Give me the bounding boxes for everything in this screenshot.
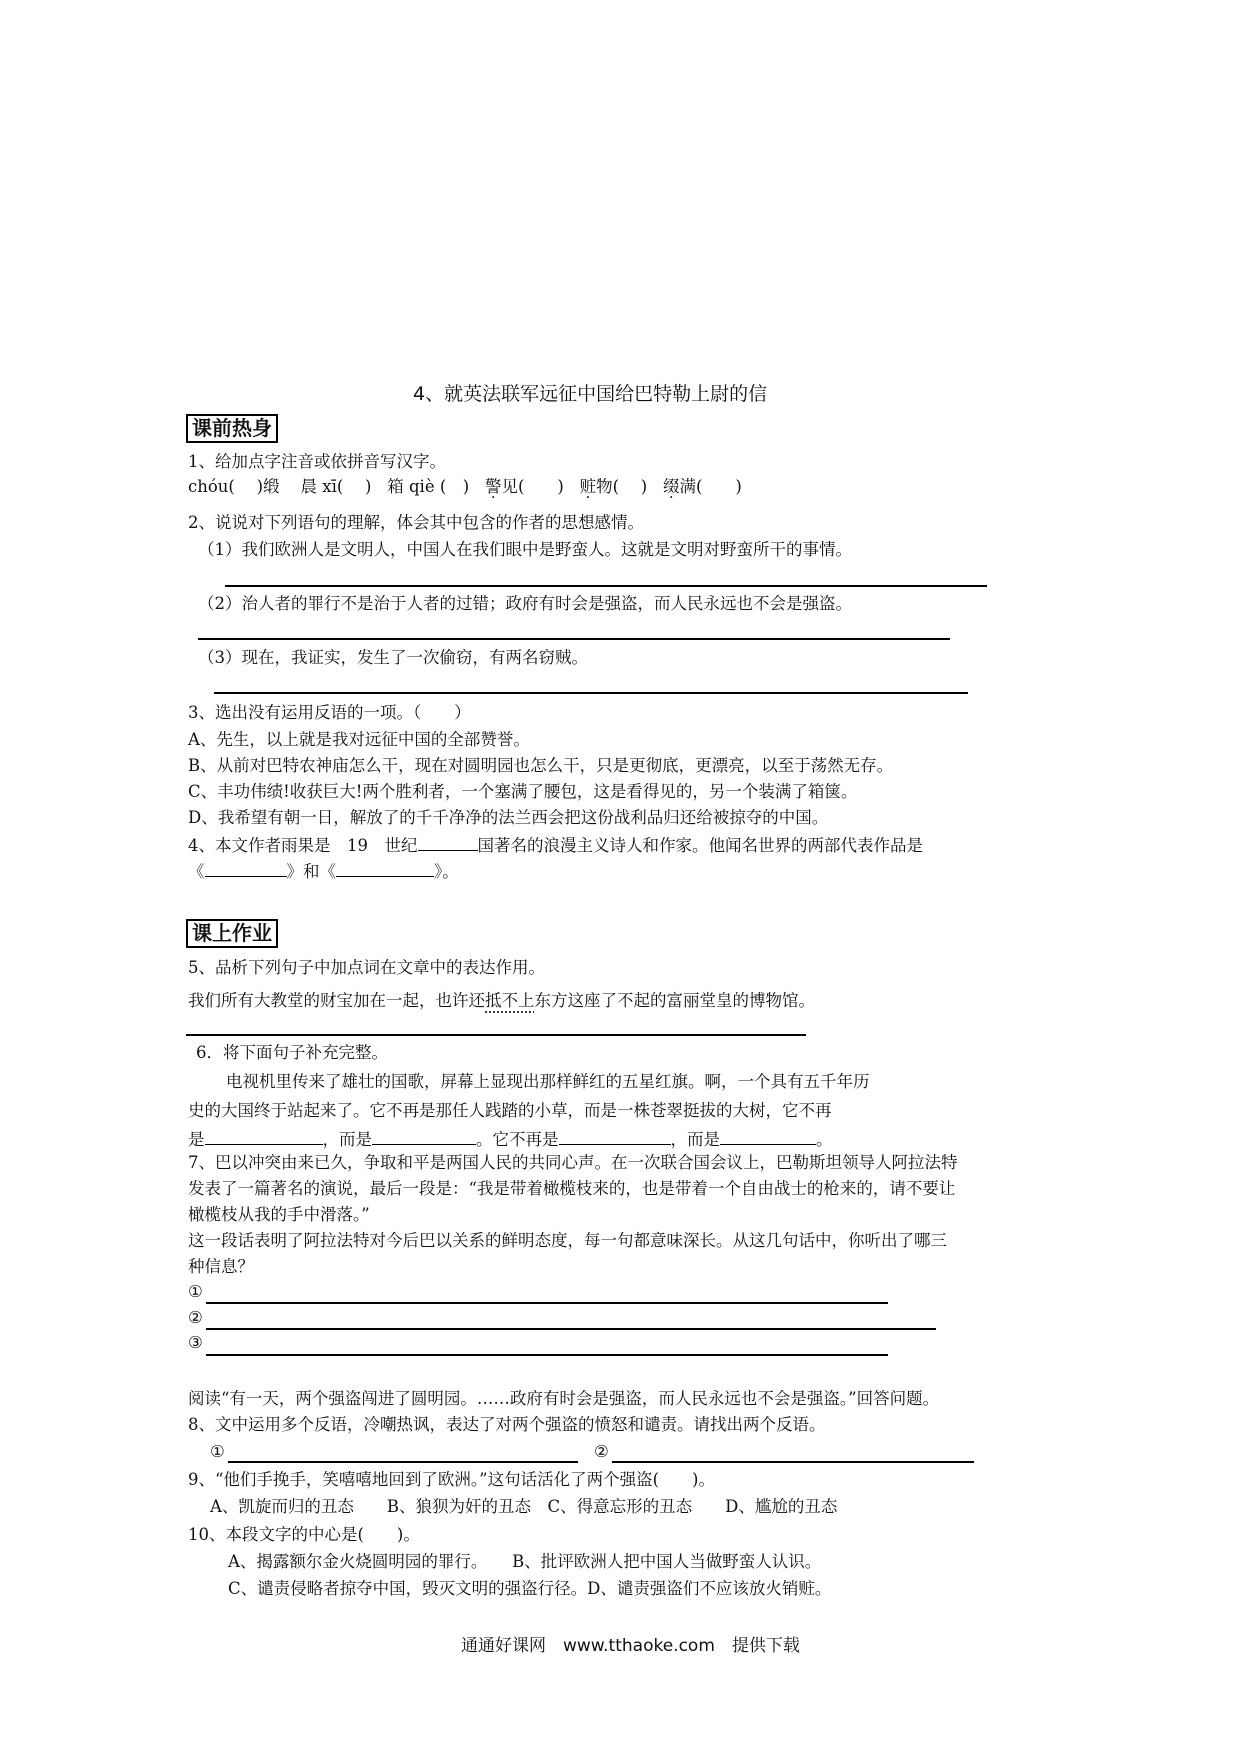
- q6-line-1: 电视机里传来了雄壮的国歌，屏幕上显现出那样鲜红的五星红旗。啊，一个具有五千年历: [226, 1072, 870, 1091]
- q9-stem: 9、“他们手挽手，笑嘻嘻地回到了欧洲。”这句话活化了两个强盗( )。: [188, 1470, 715, 1489]
- blank[interactable]: [559, 1130, 671, 1145]
- page-title: 4、就英法联军远征中国给巴特勒上尉的信: [413, 383, 768, 405]
- q1-stem: 1、给加点字注音或依拼音写汉字。: [188, 452, 446, 471]
- answer-line[interactable]: [206, 1354, 888, 1356]
- q2-sentence-2: （2）治人者的罪行不是治于人者的过错；政府有时会是强盗，而人民永远也不会是强盗。: [198, 594, 852, 613]
- blank[interactable]: [418, 836, 478, 851]
- q7-line-2: 发表了一篇著名的演说，最后一段是：“我是带着橄榄枝来的，也是带着一个自由战士的枪来的，请不要让: [188, 1179, 956, 1198]
- blank[interactable]: [205, 1130, 323, 1145]
- q8-marker-2: ②: [594, 1442, 609, 1461]
- q5-sentence: 我们所有大教堂的财宝加在一起，也许还抵不上东方这座了不起的富丽堂皇的博物馆。: [188, 991, 815, 1010]
- q2-stem: 2、说说对下列语句的理解，体会其中包含的作者的思想感情。: [188, 513, 644, 532]
- q7-line-5: 种信息？: [188, 1257, 254, 1276]
- answer-line[interactable]: [214, 692, 968, 694]
- section-heading-classwork: 课上作业: [186, 919, 278, 948]
- answer-line[interactable]: [228, 1461, 578, 1463]
- q8-marker-1: ①: [210, 1442, 225, 1461]
- blank[interactable]: [720, 1130, 816, 1145]
- q7-line-1: 7、巴以冲突由来已久，争取和平是两国人民的共同心声。在一次联合国会议上，巴勒斯坦领导人阿拉法特: [188, 1153, 958, 1172]
- section-heading-warmup: 课前热身: [186, 414, 278, 443]
- blank[interactable]: [205, 862, 287, 877]
- q7-line-4: 这一段话表明了阿拉法特对今后巴以关系的鲜明态度，每一句都意味深长。从这几句话中，你听出了哪三: [188, 1231, 947, 1250]
- q10-stem: 10、本段文字的中心是( )。: [188, 1525, 420, 1544]
- answer-line[interactable]: [198, 638, 950, 640]
- answer-line[interactable]: [206, 1328, 936, 1330]
- q4-line-2: 《 》和《 》。: [188, 862, 459, 881]
- q8-stem: 8、文中运用多个反语，冷嘲热讽，表达了对两个强盗的愤怒和谴责。请找出两个反语。: [188, 1415, 826, 1434]
- q6-line-2: 史的大国终于站起来了。它不再是那任人践踏的小草，而是一株苍翠挺拔的大树，它不再: [188, 1101, 832, 1120]
- q7-marker-1: ①: [188, 1282, 203, 1301]
- q3-option-d: D、我希望有朝一日，解放了的千千净净的法兰西会把这份战利品归还给被掠夺的中国。: [188, 808, 829, 827]
- q3-option-c: C、丰功伟绩!收获巨大!两个胜利者，一个塞满了腰包，这是看得见的，另一个装满了箱箧。: [188, 782, 858, 801]
- q3-stem: 3、选出没有运用反语的一项。（ ）: [188, 703, 471, 722]
- q3-option-b: B、从前对巴特农神庙怎么干，现在对圆明园也怎么干，只是更彻底，更漂亮，以至于荡然无存。: [188, 756, 894, 775]
- q7-marker-3: ③: [188, 1333, 203, 1352]
- q10-options-ab: A、揭露额尔金火烧圆明园的罪行。 B、批评欧洲人把中国人当做野蛮人认识。: [228, 1552, 822, 1571]
- q7-line-3: 橄榄枝从我的手中滑落。”: [188, 1205, 370, 1224]
- q3-option-a: A、先生，以上就是我对远征中国的全部赞誉。: [188, 730, 530, 749]
- q4-line-1: 4、本文作者雨果是 19 世纪 国著名的浪漫主义诗人和作家。他闻名世界的两部代表作品是: [188, 836, 923, 855]
- answer-line[interactable]: [225, 585, 987, 587]
- answer-line[interactable]: [612, 1461, 974, 1463]
- reading-prompt: 阅读“有一天，两个强盗闯进了圆明园。……政府有时会是强盗，而人民永远也不会是强盗。”回答问题。: [188, 1389, 940, 1408]
- q2-sentence-1: （1）我们欧洲人是文明人，中国人在我们眼中是野蛮人。这就是文明对野蛮所干的事情。: [198, 540, 852, 559]
- blank[interactable]: [336, 862, 434, 877]
- q1-items: chóu( )缎 晨 xī( ) 箱 qiè ( ) 警见( ) 赃物( ) 缀满( ): [188, 477, 742, 496]
- blank[interactable]: [372, 1130, 476, 1145]
- answer-line[interactable]: [206, 1302, 888, 1304]
- footer-source: 通通好课网 www.tthaoke.com 提供下载: [461, 1636, 800, 1656]
- q2-sentence-3: （3）现在，我证实，发生了一次偷窃，有两名窃贼。: [198, 648, 588, 667]
- q6-line-3: 是 ，而是 。它不再是 ，而是 。: [188, 1130, 833, 1149]
- answer-line[interactable]: [186, 1034, 806, 1036]
- q9-options: A、凯旋而归的丑态 B、狼狈为奸的丑态 C、得意忘形的丑态 D、尴尬的丑态: [210, 1497, 838, 1516]
- q10-options-cd: C、谴责侵略者掠夺中国，毁灭文明的强盗行径。D、谴责强盗们不应该放火销赃。: [228, 1579, 832, 1598]
- q5-stem: 5、品析下列句子中加点词在文章中的表达作用。: [188, 958, 545, 977]
- q6-stem: 6．将下面句子补充完整。: [196, 1043, 388, 1062]
- q7-marker-2: ②: [188, 1308, 203, 1327]
